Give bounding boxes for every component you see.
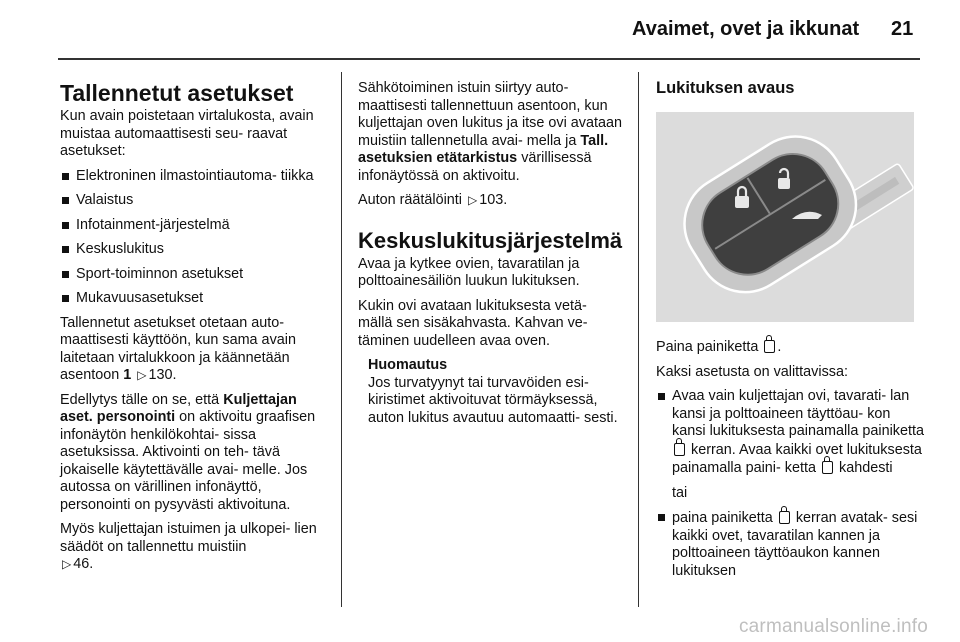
list-item: Avaa vain kuljettajan ovi, tavarati- lan kansi ja polttoaineen täyttöau- kon kansi lukituksesta painamalla painiketta kerran. Avaa kaikki ovet lukituksesta painamalla paini- ketta kahdesti — [656, 388, 924, 478]
page-reference-arrow-icon: ▷ — [62, 557, 72, 571]
list-item: Elektroninen ilmastointiautoma- tiikka — [60, 168, 326, 186]
unlock-icon — [779, 511, 790, 524]
list-item: Infotainment-järjestelmä — [60, 217, 326, 235]
remote-key-illustration — [656, 112, 914, 322]
unlock-settings-list-alt — [656, 509, 924, 580]
middle-column — [358, 80, 624, 434]
settings-intro: Kaksi asetusta on valittavissa: — [656, 363, 848, 380]
page-reference: 130. — [148, 367, 177, 383]
unlock-settings-list — [656, 388, 924, 478]
note-heading: Huomautus — [368, 357, 448, 373]
stored-settings-intro: Kun avain poistetaan virtalukosta, avain muistaa automaattisesti seu- raavat asetukset: — [60, 108, 314, 159]
list-item: Sport-toiminnon asetukset — [60, 266, 326, 284]
list-item: Mukavuusasetukset — [60, 290, 326, 308]
list-item: Valaistus — [60, 192, 326, 210]
page-number: 21 — [891, 18, 914, 40]
page-header-title: Avaimet, ovet ja ikkunat — [632, 18, 860, 40]
activation-paragraph: Tallennetut asetukset otetaan auto- maattisesti käyttöön, kun sama avain laitetaan virtalukkoon ja käännetään asentoon 1 ▷ 130. — [60, 314, 296, 383]
press-unlock-instruction: Paina painiketta . — [656, 339, 782, 355]
page-reference-arrow-icon: ▷ — [468, 193, 478, 207]
section-heading-central-locking: Keskuslukitusjärjestelmä — [358, 227, 623, 253]
right-column — [656, 60, 924, 587]
left-column — [60, 60, 326, 581]
personalization-paragraph: Edellytys tälle on se, että Kuljettajan aset. personointi on aktivoitu graafisen infonäytön henkilökohtai- sissa asetuksissa. Aktivointi on teh- tävä jokaiselle käytettävälle avai- melle. Jos autossa on värillinen infonäyttö, personointi on pysyvästi aktivoituna. — [60, 391, 316, 513]
list-item: Keskuslukitus — [60, 241, 326, 259]
unlock-icon — [822, 461, 833, 474]
customization-reference: Auton räätälöinti ▷ 103. — [358, 192, 508, 208]
page-reference: 103. — [479, 192, 508, 208]
unlock-icon — [764, 340, 775, 353]
section-heading-unlocking: Lukituksen avaus — [656, 79, 795, 97]
column-divider-right — [638, 72, 639, 607]
stored-settings-list — [60, 168, 326, 308]
unlock-icon — [674, 443, 685, 456]
seat-mirror-paragraph: Myös kuljettajan istuimen ja ulkopei- lien säädöt on tallennettu muistiin ▷ 46. — [60, 521, 317, 572]
watermark: carmanualsonline.info — [738, 616, 928, 637]
or-text: tai — [672, 484, 688, 501]
column-divider-left — [341, 72, 342, 607]
page-reference-arrow-icon: ▷ — [137, 368, 147, 382]
note-box — [358, 357, 624, 427]
page-reference: 46. — [73, 556, 94, 572]
power-seat-paragraph: Sähkötoiminen istuin siirtyy auto- maattisesti tallennettuun asentoon, kun kuljettajan oven lukitus ja itse ovi avataan muistiin tallennetulla avai- mella ja Tall. asetuksien etätarkistus värillisessä infonäytössä on aktivoitu. — [358, 80, 622, 184]
central-locking-intro: Avaa ja kytkee ovien, tavaratilan ja polttoainesäiliön luukun lukituksen. — [358, 255, 580, 289]
section-heading-stored-settings: Tallennetut asetukset — [60, 80, 294, 106]
door-opening-paragraph: Kukin ovi avataan lukituksesta vetä- mällä sen sisäkahvasta. Kahvan ve- täminen uudelleen avaa oven. — [358, 297, 588, 349]
note-text: Jos turvatyynyt tai turvavöiden esi- kiristimet aktivoituvat törmäyksessä, auton lukitus avautuu automaatti- sesti. — [368, 374, 618, 426]
list-item: paina painiketta kerran avatak- sesi kaikki ovet, tavaratilan kannen ja polttoaineen täyttöaukon kannen lukituksen — [656, 509, 924, 580]
